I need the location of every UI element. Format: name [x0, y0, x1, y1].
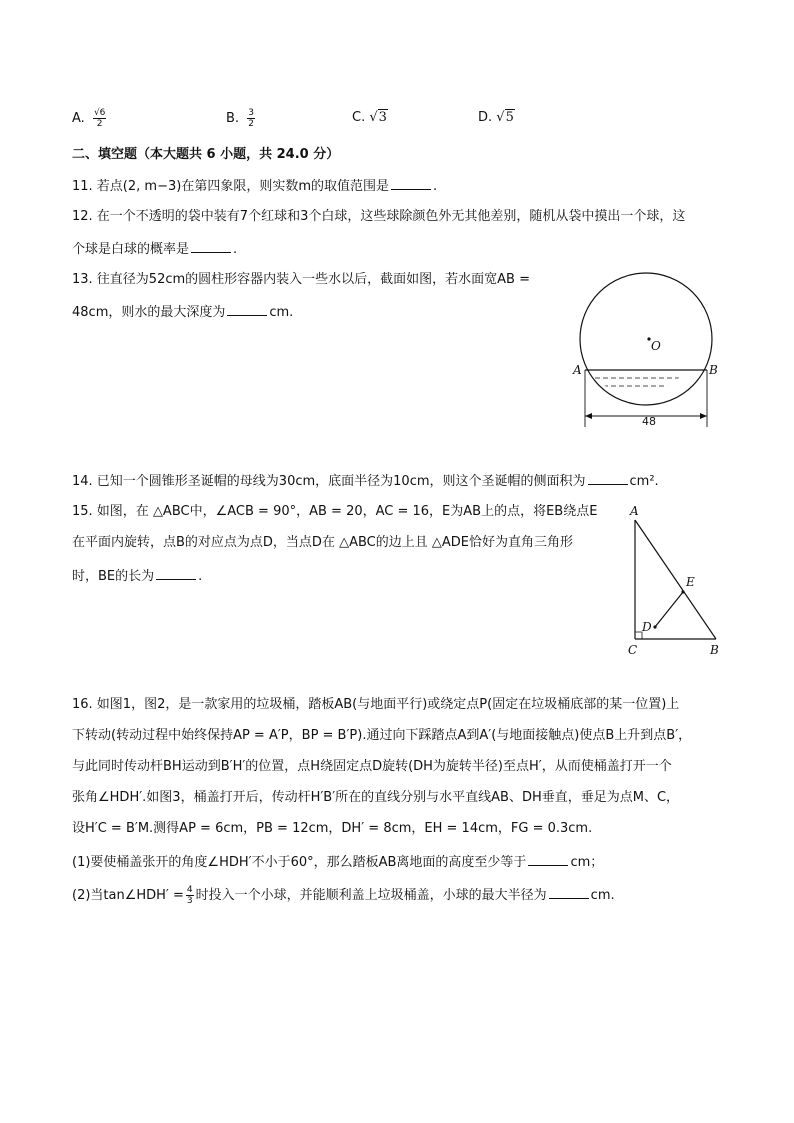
- fraction: $\frac{√6}{2}$: [93, 108, 106, 129]
- fraction: $\frac{3}{2}$: [248, 108, 254, 129]
- question-13-line-1: 13. 往直径为52cm的圆柱形容器内装入一些水以后，截面如图，若水面宽AB =: [72, 272, 530, 287]
- question-16-line-2: 下转动(转动过程中始终保持AP = A′P，BP = B′P).通过向下踩踏点A到A′(与地面接触点)使点B上升到点B′，: [72, 728, 692, 743]
- section-title: 二、填空题（本大题共 6 小题，共 24.0 分）: [72, 147, 340, 162]
- segment-ed: [655, 592, 683, 627]
- option-d: D. √5: [478, 110, 514, 125]
- question-14: 14. 已知一个圆锥形圣诞帽的母线为30cm，底面半径为10cm，则这个圣诞帽的侧面积为 cm².: [72, 470, 659, 492]
- container-circle: [580, 273, 712, 405]
- question-15-line-3: 时，BE的长为 .: [72, 565, 202, 587]
- question-11: 11. 若点(2, m−3)在第四象限，则实数m的取值范围是 .: [72, 175, 437, 197]
- label-c: C: [628, 643, 638, 657]
- answer-blank: [528, 851, 568, 866]
- answer-blank: [227, 301, 267, 316]
- question-16-line-5: 设H′C = B′M.测得AP = 6cm，PB = 12cm，DH′ = 8cm，EH = 14cm，FG = 0.3cm.: [72, 821, 593, 836]
- question-15-line-1: 15. 如图，在 △ABC中，∠ACB = 90°，AB = 20，AC = 16，E为AB上的点，将EB绕点E: [72, 504, 598, 519]
- square-root: √5: [496, 110, 514, 125]
- question-15-line-2: 在平面内旋转，点B的对应点为点D，当点D在 △ABC的边上且 △ADE恰好为直角三角形: [72, 535, 573, 550]
- label-a: A: [630, 504, 639, 518]
- option-c: C. √3: [352, 110, 387, 125]
- question-13-line-2: 48cm，则水的最大深度为 cm.: [72, 301, 293, 323]
- label-b: B: [709, 363, 718, 377]
- label-a: A: [573, 363, 582, 377]
- question-16-part-2: (2)当tan∠HDH′ = $\frac{4}{3}$ 时投入一个小球，并能顺利盖上垃圾桶盖，小球的最大半径为 cm.: [72, 885, 615, 906]
- question-12-line-2: 个球是白球的概率是 .: [72, 238, 237, 260]
- question-12-line-1: 12. 在一个不透明的袋中装有7个红球和3个白球，这些球除颜色外无其他差别，随机从袋中摸出一个球，这: [72, 209, 686, 224]
- option-a: A. $\frac{√6}{2}$: [72, 108, 106, 129]
- label-d: D: [642, 620, 652, 634]
- option-b: B. $\frac{3}{2}$: [226, 108, 254, 129]
- question-16-line-1: 16. 如图1，图2，是一款家用的垃圾桶，踏板AB(与地面平行)或绕定点P(固定在垃圾桶底部的某一位置)上: [72, 697, 680, 712]
- square-root: √3: [369, 110, 387, 125]
- question-16-line-3: 与此同时传动杆BH运动到B′H′的位置，点H绕固定点D旋转(DH为旋转半径)至点H′，从而使桶盖打开一个: [72, 759, 672, 774]
- answer-blank: [156, 565, 196, 580]
- label-b: B: [710, 643, 719, 657]
- dimension-label: 48: [642, 415, 656, 428]
- label-e: E: [686, 575, 695, 589]
- answer-blank: [549, 884, 589, 899]
- question-16-line-4: 张角∠HDH′.如图3，桶盖打开后，传动杆H′B′所在的直线分别与水平直线AB、DH垂直，垂足为点M、C，: [72, 790, 680, 805]
- label-o: O: [651, 339, 661, 353]
- answer-blank: [391, 175, 431, 190]
- answer-blank: [191, 238, 231, 253]
- question-16-part-1: (1)要使桶盖张开的角度∠HDH′不小于60°，那么踏板AB离地面的高度至少等于 cm；: [72, 851, 603, 873]
- answer-blank: [588, 470, 628, 485]
- figure-right-triangle: [620, 502, 730, 662]
- figure-circle-water: [565, 262, 725, 437]
- fraction: $\frac{4}{3}$: [186, 885, 193, 906]
